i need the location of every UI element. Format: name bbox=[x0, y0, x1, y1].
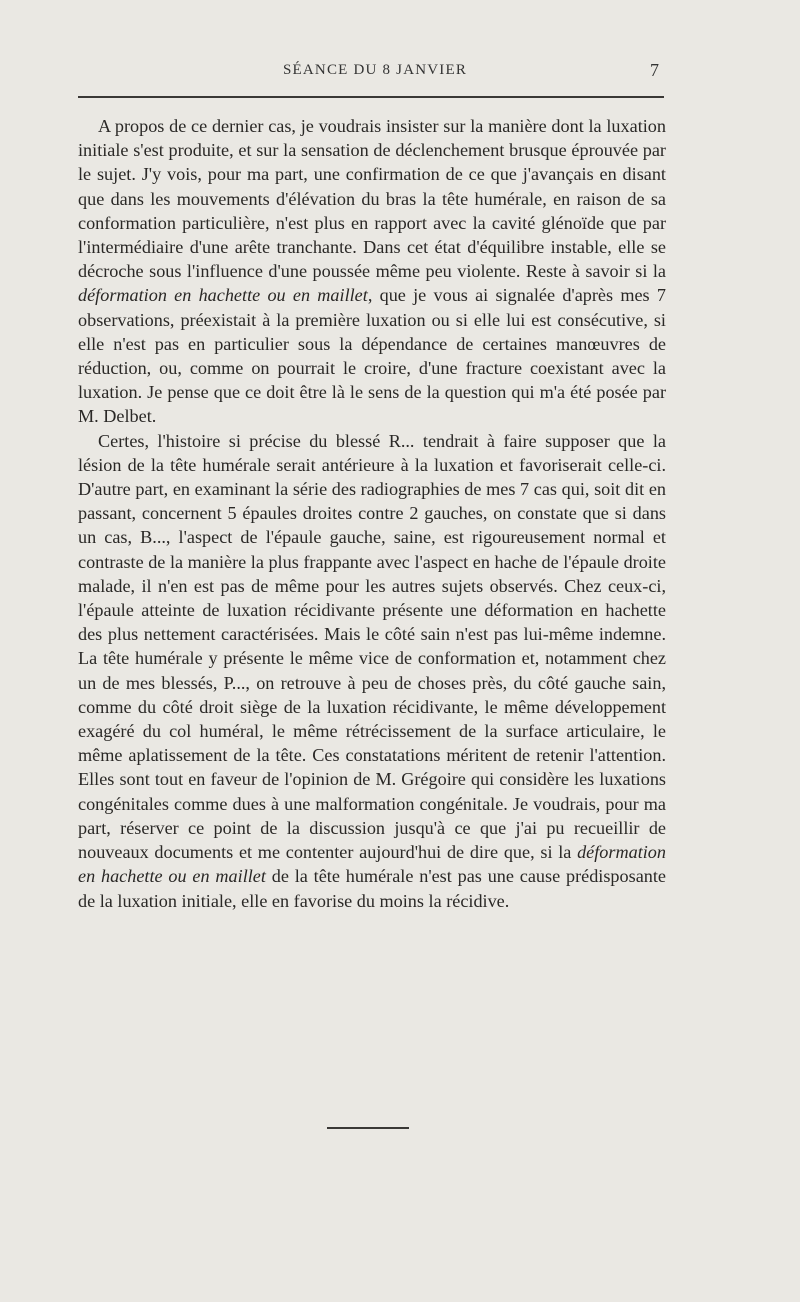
paragraph-1-text-start: A propos de ce dernier cas, je voudrais insister sur la manière dont la luxation initiale s'est produite, et sur la sensation de déclenchement brusque éprouvée par le sujet. J'y vois, pour ma part, une confirmation de ce que j'avançais en disant que dans les mouvements d'élévation du bras la tête humérale, en raison de sa conformation particulière, n'est plus en rapport avec la cavité glénoïde que par l'intermédiaire d'une arête tranchante. Dans cet état d'équilibre instable, elle se décroche sous l'influence d'une poussée même peu violente. Reste à savoir si la bbox=[78, 116, 666, 282]
paragraph-1-text-end: , que je vous ai signalée d'après mes 7 observations, préexistait à la première luxation ou si elle lui est consécutive, si elle n'est pas en particulier sous la dépendance de certaines manœuvres de réduction, ou, comme on pourrait le croire, d'une fracture coexistant avec la luxation. Je pense que ce doit être là le sens de la question qui m'a été posée par M. Delbet. bbox=[78, 285, 666, 427]
paragraph-2-text-end: de la tête humérale n'est pas une cause prédisposante de la luxation initiale, elle en favorise du moins la récidive. bbox=[78, 866, 666, 911]
running-header bbox=[0, 60, 800, 84]
running-title: SÉANCE DU 8 JANVIER bbox=[283, 62, 468, 78]
section-end-rule bbox=[327, 1127, 409, 1129]
paragraph-2-text-start: Certes, l'histoire si précise du blessé R... tendrait à faire supposer que la lésion de la tête humérale serait antérieure à la luxation et favoriserait celle-ci. D'autre part, en examinant la série des radiographies de mes 7 cas qui, soit dit en passant, concernent 5 épaules droites contre 2 gauches, on constate que si dans un cas, B..., l'aspect de l'épaule gauche, saine, est rigoureusement normal et contraste de la manière la plus frappante avec l'aspect en hache de l'épaule droite malade, il n'en est pas de même pour les autres sujets observés. Chez ceux-ci, l'épaule atteinte de luxation récidivante présente une déformation en hachette des plus nettement caractérisées. Mais le côté sain n'est pas lui-même indemne. La tête humérale y présente le même vice de conformation et, notamment chez un de mes blessés, P..., on retrouve à peu de choses près, du côté gauche sain, comme du côté droit siège de la luxation récidivante, le même développement exagéré du col huméral, le même rétrécissement de la surface articulaire, le même aplatissement de la tête. Ces constatations méritent de retenir l'attention. Elles sont tout en faveur de l'opinion de M. Grégoire qui considère les luxations congénitales comme dues à une malformation congénitale. Je voudrais, pour ma part, réserver ce point de la discussion jusqu'à ce que j'ai pu recueillir de nouveaux documents et me contenter aujourd'hui de dire que, si la bbox=[78, 430, 666, 863]
paragraph-2-italic-term: déformation en hachette ou en maillet bbox=[78, 842, 666, 887]
page-number: 7 bbox=[650, 60, 659, 80]
body-text bbox=[78, 114, 666, 913]
header-rule bbox=[78, 96, 664, 98]
paragraph-2 bbox=[78, 429, 666, 913]
paragraph-1-italic-term: déformation en hachette ou en maillet bbox=[78, 285, 368, 306]
paragraph-1 bbox=[78, 114, 666, 429]
